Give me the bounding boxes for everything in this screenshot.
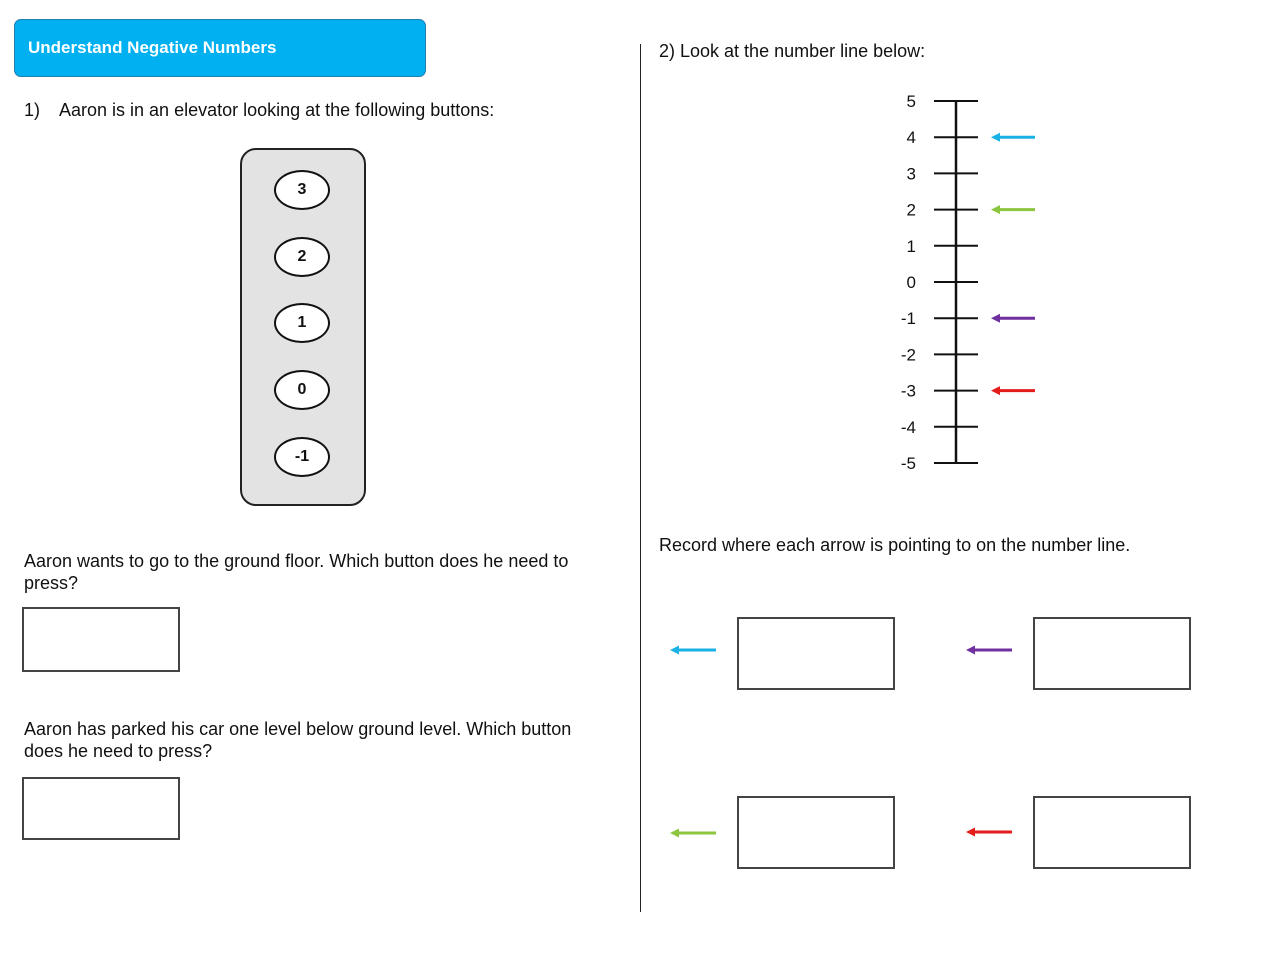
elevator-button-1: 1 (274, 303, 330, 343)
red-left-arrow-icon (966, 828, 1012, 837)
number-line-label: -5 (900, 454, 916, 473)
q1b-question: Aaron has parked his car one level below ground level. Which button does he need to press? (24, 719, 572, 761)
answer-arrow-2 (964, 640, 1016, 660)
page-title: Understand Negative Numbers (28, 38, 277, 57)
elevator-button-0: 0 (274, 370, 330, 410)
number-line-label: 3 (906, 164, 916, 184)
number-line-label: -1 (900, 309, 916, 329)
elevator-button-3: 3 (274, 170, 330, 210)
number-line-label: -4 (900, 417, 916, 437)
elevator-button-2: 2 (274, 237, 330, 277)
answer-arrow-4 (964, 822, 1016, 842)
number-line-label: 0 (906, 273, 916, 292)
number-line-label: -3 (900, 381, 916, 401)
number-line-label: 4 (906, 128, 916, 148)
answer-arrow-3 (668, 823, 720, 843)
q2-prompt: 2) Look at the number line below: (659, 41, 926, 61)
q1-prompt: Aaron is in an elevator looking at the following buttons: (59, 100, 495, 120)
number-line-label: -2 (900, 345, 916, 365)
answer-arrow-1 (668, 640, 720, 660)
answer-box-red[interactable] (1033, 796, 1191, 869)
column-divider (640, 44, 641, 912)
number-line-arrow-head (991, 314, 1000, 323)
q1-number: 1) (24, 100, 41, 120)
q1a-question: Aaron wants to go to the ground floor. Which button does he need to press? (24, 551, 569, 593)
green-left-arrow-icon (670, 829, 716, 838)
number-line-label: 1 (906, 236, 916, 256)
q2-instruction: Record where each arrow is pointing to on the number line. (659, 535, 1131, 555)
number-line-arrow-head (991, 386, 1000, 395)
answer-box-blue[interactable] (737, 617, 895, 690)
number-line-label: 2 (906, 200, 916, 220)
number-line-arrow-head (991, 133, 1000, 142)
number-line (880, 85, 1050, 480)
q1b-answer-box[interactable] (22, 777, 180, 840)
answer-box-green[interactable] (737, 796, 895, 869)
number-line-label: 5 (906, 92, 916, 111)
blue-left-arrow-icon (670, 646, 716, 655)
q1a-answer-box[interactable] (22, 607, 180, 672)
purple-left-arrow-icon (966, 646, 1012, 655)
number-line-arrow-head (991, 205, 1000, 214)
title-banner (14, 19, 426, 77)
elevator-button-minus-1: -1 (274, 437, 330, 477)
answer-box-purple[interactable] (1033, 617, 1191, 690)
